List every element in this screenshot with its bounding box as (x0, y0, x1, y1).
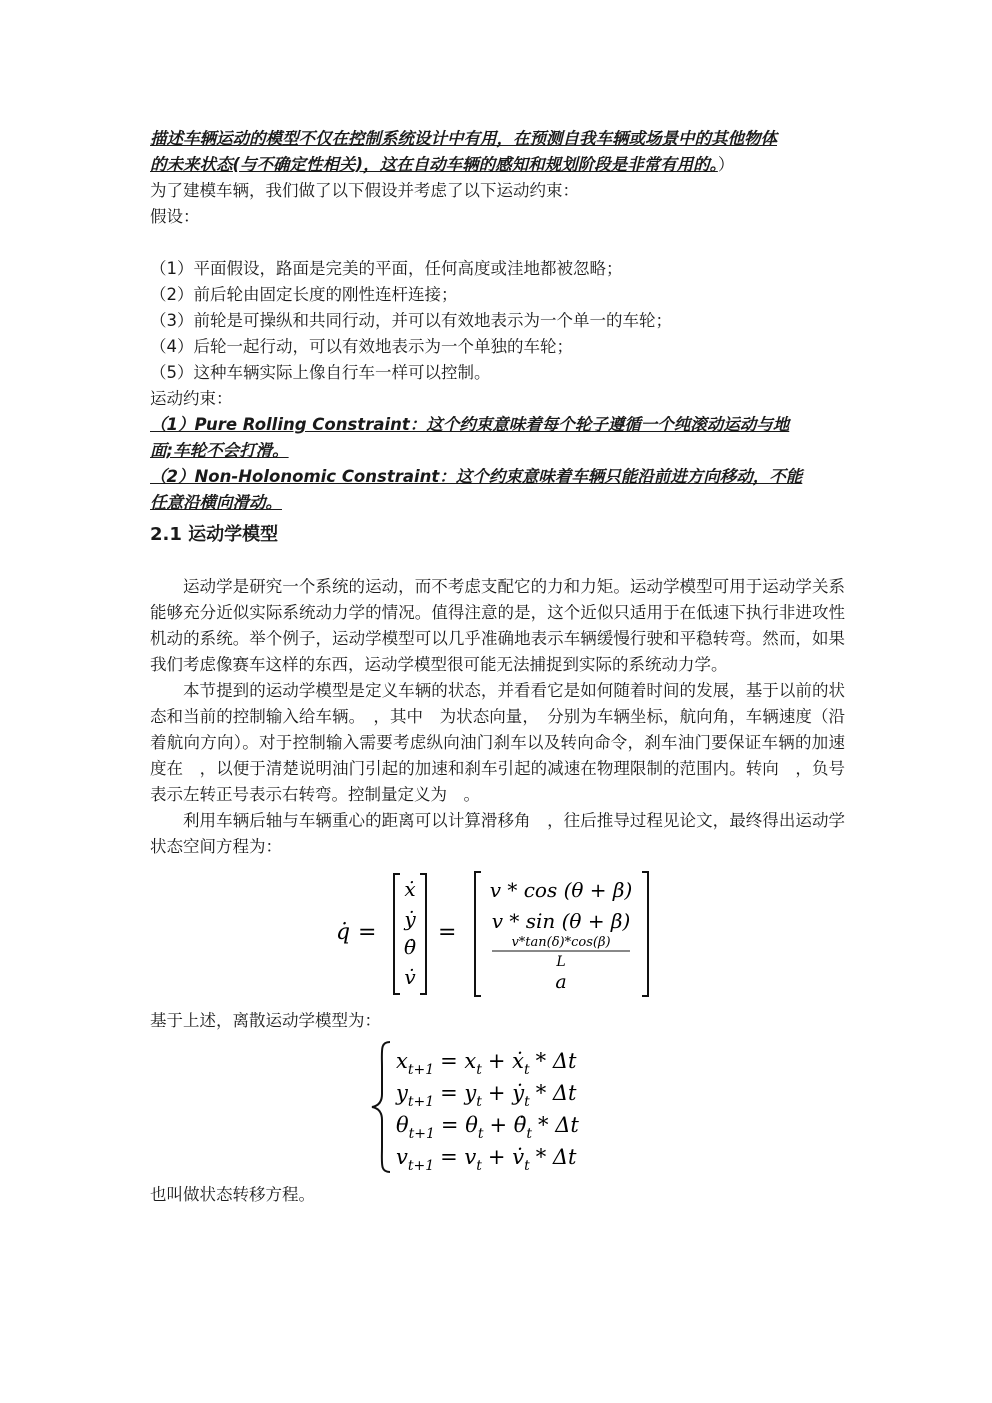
assumption-item: （4）后轮一起行动，可以有效地表示为一个单独的车轮； (150, 337, 573, 356)
discrete-row (396, 1049, 577, 1078)
vec-x-dot: ẋ (404, 877, 416, 901)
constraint-item-cont: 任意沿横向滑动。 (150, 493, 282, 512)
svg-text:vt+1= vt+ v̇t* Δt: $v_{t+1} = v_t$ + $v̇_t$ * Δt (396, 1145, 577, 1174)
constraint-item: （1）Pure Rolling Constraint：这个约束意味着每个轮子遵循一个纯滚动运动与地 (150, 415, 790, 434)
assumption-list (150, 256, 845, 386)
vec-v-dot: v̇ (404, 965, 416, 989)
rhs-row2: v * sin (θ + β) (491, 909, 631, 933)
intro-lead: 为了建模车辆，我们做了以下假设并考虑了以下运动约束： (150, 181, 579, 200)
discrete-equation (150, 1038, 845, 1176)
closing-line: 也叫做状态转移方程。 (150, 1185, 315, 1204)
assumption-item: （5）这种车辆实际上像自行车一样可以控制。 (150, 363, 491, 382)
constraint-item-cont: 面;车轮不会打滑。 (150, 441, 289, 460)
svg-text:θt+1= θt+ θ̇t* Δt: $\theta_{t+1} = \theta_t$ + $\thetȧ_t$ * Δt (396, 1113, 579, 1142)
paragraph: 利用车辆后轴与车辆重心的距离可以计算滑移角 ，往后推导过程见论文，最终得出运动学状态空间方程为： (150, 811, 845, 856)
discrete-label: 基于上述，离散运动学模型为： (150, 1011, 381, 1030)
rhs-row4: a (555, 971, 567, 993)
state-space-equation (150, 866, 845, 1002)
eq-equals: = (358, 920, 377, 945)
intro-highlight-line1: 描述车辆运动的模型不仅在控制系统设计中有用，在预测自我车辆或场景中的其他物体 (150, 129, 777, 148)
vec-y-dot: ẏ (404, 907, 416, 931)
svg-text:xt+1= xt+ ẋt* Δt: $x_{t+1} = x_t$ + ẋ$_t$ * Δt (396, 1049, 577, 1078)
intro-highlight-line2: 的未来状态(与不确定性相关)，这在自动车辆的感知和规划阶段是非常有用的。） (150, 155, 735, 174)
constraints-label: 运动约束： (150, 389, 233, 408)
assumption-item: （2）前后轮由固定长度的刚性连杆连接； (150, 285, 458, 304)
rhs-row3-denominator: L (556, 954, 566, 970)
document-page (150, 126, 845, 1208)
vec-theta-dot: θ̇ (403, 935, 417, 959)
discrete-row (395, 1081, 577, 1110)
eq-equals-2: = (438, 920, 457, 945)
rhs-row1: v * cos (θ + β) (489, 878, 633, 902)
discrete-row (396, 1145, 577, 1174)
svg-text:yt+1= yt+ ẏt* Δt: $y_{t+1} = y_t$ + ẏ$_t$ * Δt (396, 1081, 577, 1110)
constraint-list (150, 412, 845, 516)
eq-lhs: q̇ (336, 920, 351, 945)
constraint-item: （2）Non-Holonomic Constraint：这个约束意味着车辆只能沿前进方向移动，不能 (150, 467, 803, 486)
assumptions-label: 假设： (150, 207, 200, 226)
rhs-row3-numerator: v*tan(δ)*cos(β) (511, 935, 611, 950)
assumption-item: （3）前轮是可操纵和共同行动，并可以有效地表示为一个单一的车轮； (150, 311, 672, 330)
discrete-row (396, 1113, 579, 1142)
paragraph: 本节提到的运动学模型是定义车辆的状态，并看看它是如何随着时间的发展，基于以前的状态和当前的控制输入给车辆。 ，其中 为状态向量， 分别为车辆坐标，航向角，车辆速度（沿着航向方向）。对于控制输入需要考虑纵向油门刹车以及转向命令，刹车油门要保证车辆的加速度在 ，以便于清楚说明油门引起的加速和刹车引起的减速在物理限制的范围内。转向 ，负号表示左转正号表示右转弯。控制量定义为 。 (150, 681, 845, 804)
assumption-item: （1）平面假设，路面是完美的平面，任何高度或洼地都被忽略； (150, 259, 623, 278)
section-title: 2.1 运动学模型 (150, 524, 279, 545)
paragraph: 运动学是研究一个系统的运动，而不考虑支配它的力和力矩。运动学模型可用于运动学关系能够充分近似实际系统动力学的情况。值得注意的是，这个近似只适用于在低速下执行非进攻性机动的系统。举个例子，运动学模型可以几乎准确地表示车辆缓慢行驶和平稳转弯。然而，如果我们考虑像赛车这样的东西，运动学模型很可能无法捕捉到实际的系统动力学。 (150, 577, 845, 674)
